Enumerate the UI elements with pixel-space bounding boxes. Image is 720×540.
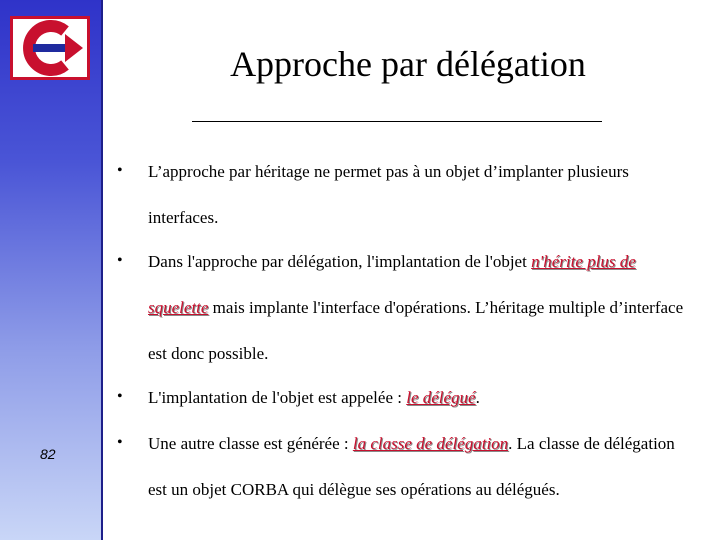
page-number: 82 [40, 446, 56, 462]
bullet-marker: • [117, 388, 123, 405]
sidebar [0, 0, 103, 540]
bullet-4 [148, 421, 693, 513]
bullet-marker: • [117, 162, 123, 179]
bullet-2 [148, 239, 693, 377]
bullet-4-highlight: la classe de délégation [352, 434, 509, 453]
logo [10, 16, 90, 80]
bullet-marker: • [117, 252, 123, 269]
slide-title: Approche par délégation [230, 44, 586, 84]
title-underline [192, 121, 602, 122]
bullet-2-highlight: n'hérite plus de squelette [148, 252, 636, 317]
bullet-3-highlight: le délégué [406, 388, 476, 407]
bullet-3-text-before: L'implantation de l'objet est appelée : [148, 388, 407, 407]
bullet-2-text-before: Dans l'approche par délégation, l'implantation de l'objet [148, 252, 532, 271]
c-arrow-logo-icon [13, 19, 87, 77]
bullet-3-text-after: . [475, 388, 480, 407]
bullet-2-text-after: mais implante l'interface d'opérations. L’héritage multiple d’interface est donc possible. [148, 298, 684, 363]
bullet-marker: • [117, 434, 123, 451]
bullet-3 [148, 375, 693, 421]
bullet-4-text-after: . La classe de délégation est un objet CORBA qui délègue ses opérations au délégués. [148, 434, 675, 499]
bullet-4-text-before: Une autre classe est générée : [148, 434, 353, 453]
bullet-1 [148, 149, 693, 241]
bullet-1-text: L’approche par héritage ne permet pas à un objet d’implanter plusieurs interfaces. [148, 162, 629, 227]
